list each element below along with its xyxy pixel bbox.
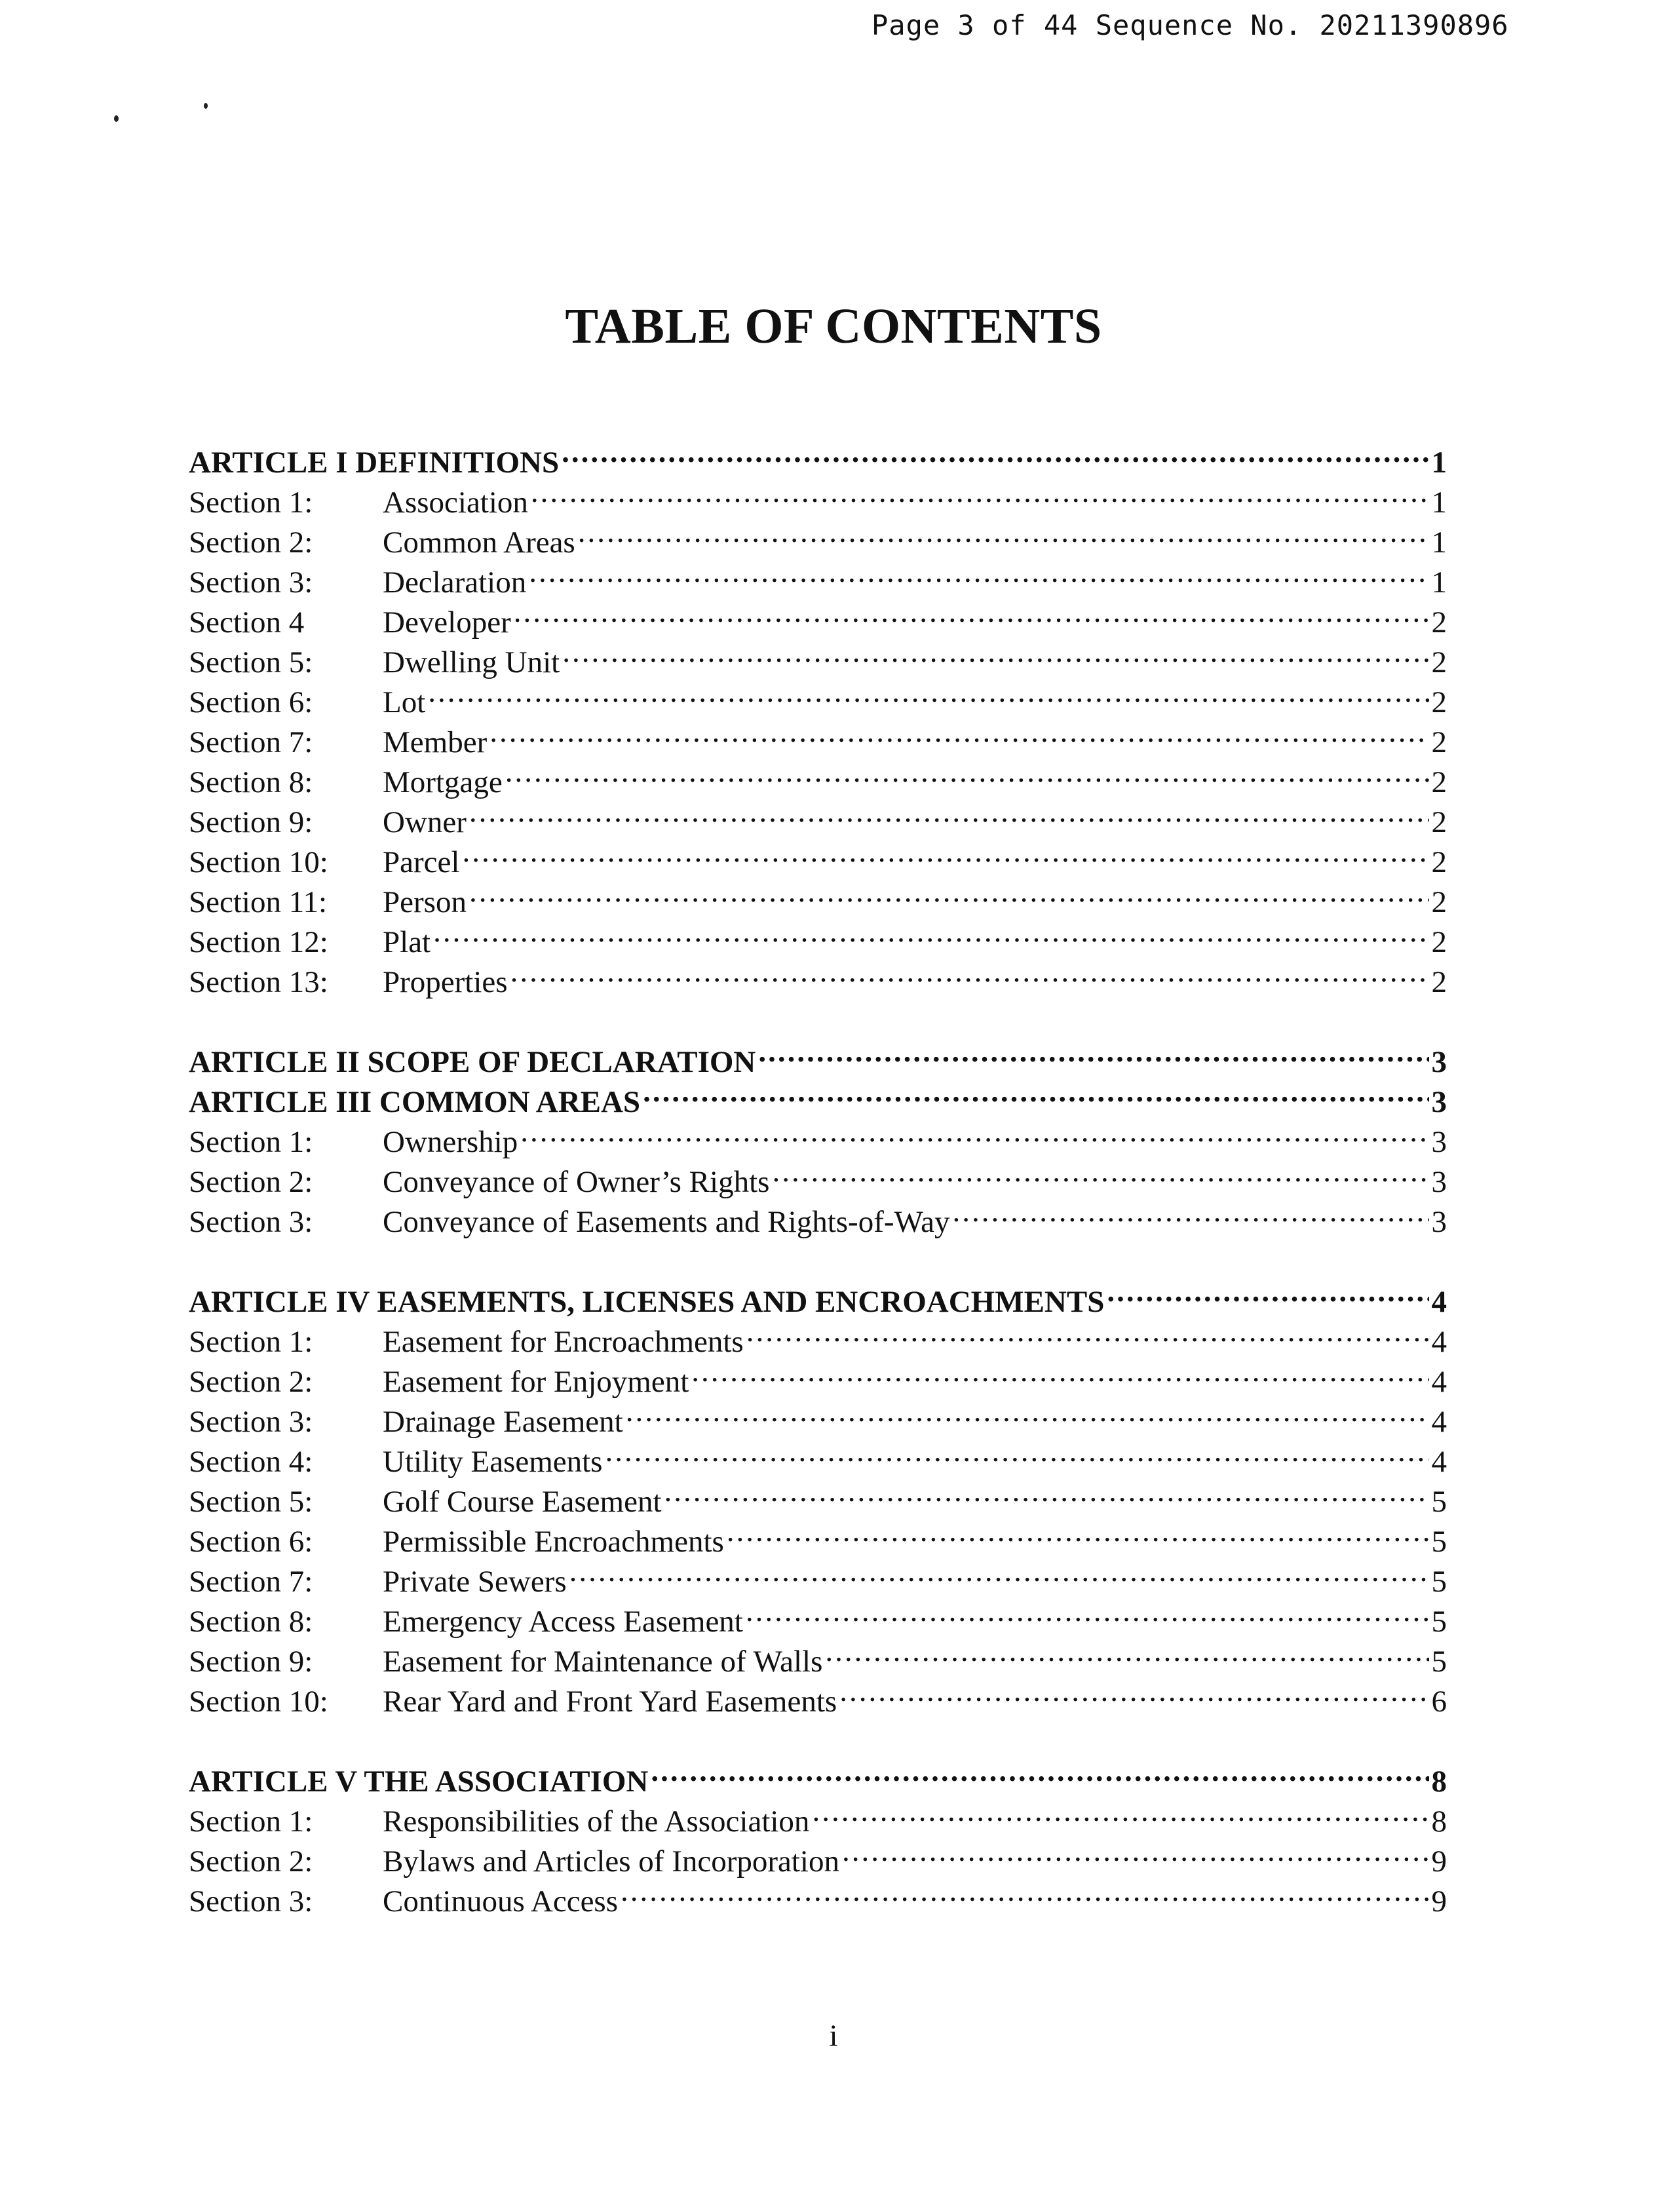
toc-page-number: 8	[1431, 1804, 1447, 1839]
footer-page-number: i	[829, 2019, 838, 2053]
toc-page-number: 2	[1431, 765, 1447, 799]
toc-article-title: ARTICLE III COMMON AREAS	[189, 1085, 641, 1119]
toc-page-number: 5	[1431, 1565, 1447, 1599]
sequence-stamp: Page 3 of 44 Sequence No. 20211390896	[872, 9, 1509, 41]
toc-section-title: Responsibilities of the Association	[383, 1804, 810, 1839]
dot-leader	[643, 1072, 1428, 1112]
toc-article-title: ARTICLE II SCOPE OF DECLARATION	[189, 1045, 756, 1079]
toc-section-label: Section 7:	[189, 1565, 313, 1599]
toc-page-number: 2	[1431, 725, 1447, 759]
scan-speck	[204, 103, 208, 109]
toc-section-title: Person	[383, 885, 467, 919]
toc-section-title: Parcel	[383, 845, 460, 879]
toc-section-label: Section 2:	[189, 1165, 313, 1199]
toc-section-label: Section 6:	[189, 685, 313, 719]
toc-page-number: 9	[1431, 1884, 1447, 1918]
toc-article-title: ARTICLE V THE ASSOCIATION	[189, 1764, 649, 1799]
toc-page-number: 2	[1431, 645, 1447, 679]
dot-leader	[664, 1472, 1429, 1512]
toc-section-title: Emergency Access Easement	[383, 1605, 743, 1639]
toc-section-title: Golf Course Easement	[383, 1485, 662, 1519]
toc-section-label: Section 6:	[189, 1525, 313, 1559]
toc-page-number: 2	[1431, 845, 1447, 879]
dot-leader	[727, 1512, 1429, 1552]
toc-page-number: 5	[1431, 1485, 1447, 1519]
toc-page-number: 4	[1431, 1365, 1447, 1399]
dot-leader	[772, 1152, 1428, 1192]
toc-section-title: Private Sewers	[383, 1565, 567, 1599]
toc-section-label: Section 2:	[189, 1365, 313, 1399]
toc-section-label: Section 4	[189, 605, 305, 639]
toc-section-label: Section 3:	[189, 1405, 313, 1439]
toc-section-title: Association	[383, 486, 528, 520]
toc-page-number: 2	[1431, 965, 1447, 999]
toc-section-label: Section 10:	[189, 845, 328, 879]
toc-section-title: Conveyance of Owner’s Rights	[383, 1165, 770, 1199]
toc-page-number: 4	[1431, 1405, 1447, 1439]
toc-article-title: ARTICLE I DEFINITIONS	[189, 446, 560, 480]
toc-page-number: 3	[1431, 1125, 1447, 1159]
toc-section-label: Section 5:	[189, 1485, 313, 1519]
toc-page-number: 5	[1431, 1645, 1447, 1679]
toc-article-row	[189, 1272, 1447, 1319]
toc-page-number: 2	[1431, 605, 1447, 639]
dot-leader	[812, 1791, 1428, 1831]
dot-leader	[433, 912, 1428, 952]
toc-section-label: Section 1:	[189, 1125, 313, 1159]
toc-article-title: ARTICLE IV EASEMENTS, LICENSES AND ENCROACHMENTS	[189, 1285, 1105, 1319]
toc-section-title: Drainage Easement	[383, 1405, 623, 1439]
toc-section-title: Conveyance of Easements and Rights-of-Way	[383, 1205, 950, 1239]
toc-page-number: 3	[1431, 1085, 1447, 1119]
toc-section-title: Bylaws and Articles of Incorporation	[383, 1844, 839, 1878]
toc-section-title: Utility Easements	[383, 1445, 603, 1479]
toc-page-number: 1	[1431, 486, 1447, 520]
dot-leader	[578, 512, 1429, 552]
dot-leader	[505, 752, 1429, 792]
toc-article-row	[189, 432, 1447, 480]
dot-leader	[842, 1831, 1429, 1871]
toc-page-number: 5	[1431, 1525, 1447, 1559]
toc-section-title: Declaration	[383, 565, 527, 600]
scan-speck	[114, 115, 119, 122]
toc-page-number: 4	[1431, 1325, 1447, 1359]
toc-page-number: 1	[1431, 565, 1447, 600]
toc-section-label: Section 8:	[189, 765, 313, 799]
toc-section-title: Rear Yard and Front Yard Easements	[383, 1685, 837, 1719]
dot-leader	[562, 632, 1428, 672]
dot-leader	[520, 1112, 1428, 1152]
dot-leader	[758, 1032, 1428, 1072]
toc-section-title: Permissible Encroachments	[383, 1525, 724, 1559]
dot-leader	[626, 1392, 1429, 1432]
dot-leader	[605, 1432, 1428, 1472]
toc-section-label: Section 9:	[189, 805, 313, 839]
toc-section-label: Section 5:	[189, 645, 313, 679]
toc-section-label: Section 9:	[189, 1645, 313, 1679]
dot-leader	[651, 1751, 1428, 1791]
toc-page-number: 4	[1431, 1285, 1447, 1319]
toc-section-label: Section 12:	[189, 925, 328, 959]
toc-section-label: Section 7:	[189, 725, 313, 759]
toc-section-title: Easement for Enjoyment	[383, 1365, 689, 1399]
dot-leader	[529, 552, 1428, 592]
dot-leader	[428, 672, 1428, 712]
toc-section-label: Section 3:	[189, 1884, 313, 1918]
toc-section-label: Section 2:	[189, 525, 313, 560]
toc-section-title: Easement for Maintenance of Walls	[383, 1645, 823, 1679]
toc-page-number: 2	[1431, 685, 1447, 719]
dot-leader	[825, 1631, 1428, 1671]
dot-leader	[746, 1312, 1429, 1352]
dot-leader	[569, 1552, 1429, 1592]
toc-section-title: Dwelling Unit	[383, 645, 560, 679]
dot-leader	[469, 792, 1429, 832]
dot-leader	[1107, 1272, 1428, 1312]
toc-section-title: Member	[383, 725, 488, 759]
toc-section-label: Section 10:	[189, 1685, 328, 1719]
dot-leader	[839, 1671, 1428, 1711]
toc-section-title: Continuous Access	[383, 1884, 619, 1918]
dot-leader	[462, 832, 1428, 872]
toc-section-title: Owner	[383, 805, 467, 839]
toc-section-label: Section 8:	[189, 1605, 313, 1639]
toc-page-number: 3	[1431, 1165, 1447, 1199]
dot-leader	[746, 1592, 1429, 1631]
toc-section-label: Section 11:	[189, 885, 328, 919]
toc-section-title: Mortgage	[383, 765, 503, 799]
dot-leader	[469, 872, 1429, 912]
toc-section-label: Section 3:	[189, 1205, 313, 1239]
toc-page-number: 9	[1431, 1844, 1447, 1878]
toc-section-title: Developer	[383, 605, 511, 639]
dot-leader	[691, 1352, 1428, 1392]
toc-page-number: 8	[1431, 1764, 1447, 1799]
toc-section-label: Section 13:	[189, 965, 328, 999]
toc-section-title: Easement for Encroachments	[383, 1325, 744, 1359]
dot-leader	[514, 592, 1429, 632]
dot-leader	[562, 432, 1428, 472]
dot-leader	[621, 1871, 1428, 1911]
toc-section-title: Plat	[383, 925, 431, 959]
toc-page-number: 2	[1431, 925, 1447, 959]
toc-article-row	[189, 1751, 1447, 1799]
toc-section-label: Section 3:	[189, 565, 313, 600]
toc-page-number: 2	[1431, 805, 1447, 839]
toc-section-label: Section 1:	[189, 1325, 313, 1359]
toc-section-title: Lot	[383, 685, 426, 719]
toc-section-title: Ownership	[383, 1125, 518, 1159]
toc-section-title: Properties	[383, 965, 508, 999]
toc-page-number: 1	[1431, 446, 1447, 480]
dot-leader	[531, 472, 1429, 512]
dot-leader	[952, 1192, 1428, 1232]
toc-page-number: 5	[1431, 1605, 1447, 1639]
toc-page-number: 4	[1431, 1445, 1447, 1479]
toc-page-number: 3	[1431, 1205, 1447, 1239]
toc-section-label: Section 4:	[189, 1445, 313, 1479]
table-of-contents	[189, 432, 1447, 1918]
toc-section-label: Section 1:	[189, 486, 313, 520]
toc-section-label: Section 2:	[189, 1844, 313, 1878]
toc-page-number: 2	[1431, 885, 1447, 919]
page-title: TABLE OF CONTENTS	[565, 299, 1102, 354]
toc-page-number: 1	[1431, 525, 1447, 560]
dot-leader	[510, 952, 1429, 992]
dot-leader	[489, 712, 1428, 752]
toc-article-row	[189, 1032, 1447, 1079]
toc-section-title: Common Areas	[383, 525, 575, 560]
toc-page-number: 3	[1431, 1045, 1447, 1079]
toc-section-label: Section 1:	[189, 1804, 313, 1839]
toc-page-number: 6	[1431, 1685, 1447, 1719]
